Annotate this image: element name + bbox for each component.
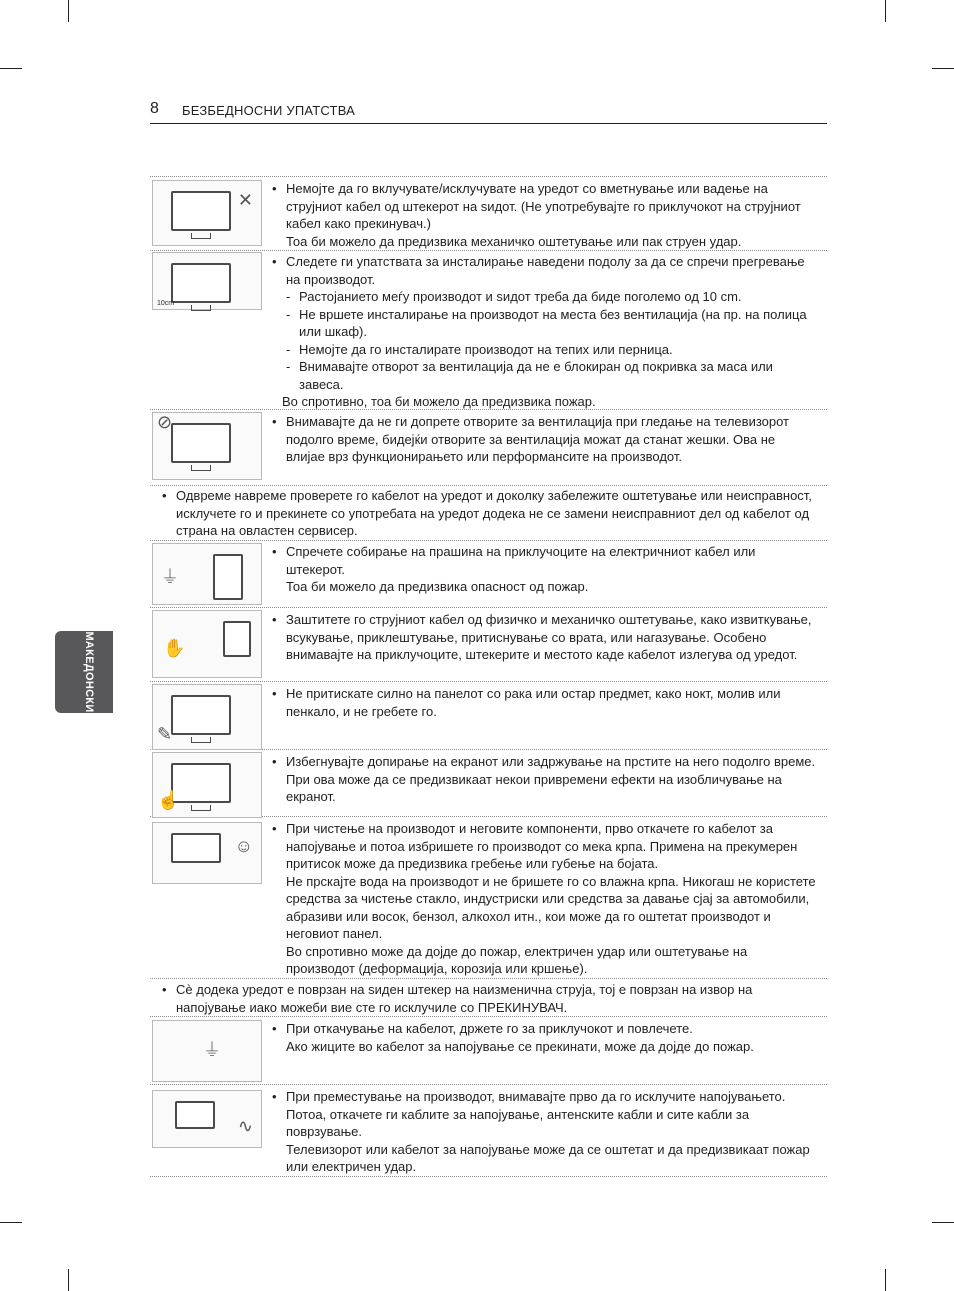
safety-item [286, 611, 816, 664]
row-separator [150, 681, 827, 682]
row-separator [150, 250, 827, 251]
row-separator [150, 1176, 827, 1177]
hands-icon: ✋ [163, 638, 186, 658]
crop-mark [0, 68, 22, 69]
illustration-ventilation [152, 252, 262, 310]
safety-item [286, 1020, 816, 1055]
crop-mark [885, 0, 886, 22]
safety-item [286, 413, 816, 466]
person-icon: ☺ [234, 836, 253, 856]
finger-icon: ☝ [157, 790, 180, 810]
bullet-text: • При чистење на производот и неговите компоненти, прво откачете го кабелот за напојување и потоа избришете го производот со мека крпа. Примена на прекумерен притисок може да предизвика гребење или губење на бојата. [286, 820, 816, 873]
illustration-unplug-cable [152, 1020, 262, 1082]
page-header [150, 100, 827, 124]
consequence-text: Во спротивно може да дојде до пожар, електричен удар или оштетување на производот (деформација, корозија или кршење). [286, 943, 748, 976]
illustration-cleaning [152, 822, 262, 884]
bullet-text: • Внимавајте да не ги допрете отворите за вентилација при гледање на телевизорот подолго време, бидејќи отворите за вентилација можат да станат жешки. Ова не влијае врз функционирањето или перформансите на производот. [286, 413, 816, 466]
pen-icon: ✎ [157, 724, 173, 744]
bullet-text: • Спречете собирање на прашина на приклучоците на електричниот кабел или штекерот. [286, 543, 816, 578]
bullet-text: • Избегнувајте допирање на екранот или задржување на прстите на него подолго време. При ова може да се предизвикаат некои привремени ефекти на изобличување на екранот. [286, 753, 816, 806]
crop-mark [68, 0, 69, 22]
safety-item [286, 685, 816, 720]
bullet-text: • Не притискате силно на панелот со рака или остар предмет, како нокт, молив или пенкало, и не гребете го. [286, 685, 816, 720]
illustration-scratch-panel [152, 684, 262, 750]
row-separator [150, 607, 827, 608]
row-separator [150, 1016, 827, 1017]
illustration-moving-tv [152, 1090, 262, 1148]
crop-mark [932, 68, 954, 69]
row-separator [150, 1084, 827, 1085]
safety-item [286, 753, 816, 806]
row-separator [150, 540, 827, 541]
safety-item [282, 253, 816, 411]
language-tab-label: МАКЕДОНСКИ [83, 631, 95, 713]
dash-item: - Внимавајте отворот за вентилација да не е блокиран од покривка за маса или завеса. [286, 358, 816, 393]
language-tab [55, 631, 113, 713]
safety-item [286, 1088, 816, 1176]
bullet-text: • Следете ги упатствата за инсталирање наведени подолу за да се спречи прегревање на производот. [286, 253, 816, 288]
bullet-text: • Немојте да го вклучувате/исклучувате на уредот со вметнување или вадење на струјниот кабел од штекерот на ѕидот. (Не употребувајте го приклучокот на струјниот кабел како прекинувач.) [286, 180, 816, 233]
plug-icon: ⏚ [203, 1040, 221, 1060]
consequence-text: Ако жиците во кабелот за напојување се прекинати, може да дојде до пожар. [286, 1038, 754, 1054]
page-title: БЕЗБЕДНОСНИ УПАТСТВА [182, 103, 356, 118]
crop-mark [0, 1222, 22, 1223]
consequence-text: Во спротивно, тоа би можело да предизвика пожар. [282, 394, 596, 409]
crop-mark [885, 1269, 886, 1291]
consequence-text: Телевизорот или кабелот за напојување може да се оштетат и да предизвикаат пожар или електричен удар. [286, 1141, 810, 1174]
safety-item [286, 180, 816, 250]
page-number: 8 [150, 100, 159, 117]
consequence-text: Тоа би можело да предизвика опасност од пожар. [286, 579, 589, 594]
row-separator [150, 485, 827, 486]
dash-item: - Немојте да го инсталирате производот на тепих или перница. [286, 341, 816, 359]
plug-icon: ⏚ [161, 567, 179, 587]
illustration-touch-screen [152, 752, 262, 818]
illustration-cable-damage [152, 610, 262, 678]
distance-label: 10cm [157, 300, 175, 307]
bullet-text: • Сè додека уредот е поврзан на ѕиден штекер на наизменична струја, тој е поврзан на извор на напојување иако можеби вие сте го исклучиле со ПРЕКИНУВАЧ. [176, 981, 816, 1016]
safety-item [176, 981, 816, 1016]
consequence-text: Тоа би можело да предизвика механичко оштетување или пак струен удар. [286, 233, 742, 249]
row-separator [150, 978, 827, 979]
unplug-icon: ✕ [237, 190, 253, 210]
crop-mark [932, 1222, 954, 1223]
illustration-dusty-plug [152, 543, 262, 605]
prohibited-icon: ⊘ [157, 412, 173, 432]
bullet-text: • При преместување на производот, внимавајте прво да го исклучите напојувањето. Потоа, откачете ги каблите за напојување, антенските кабли и сите кабли за поврзување. [286, 1088, 816, 1141]
dash-item: - Не вршете инсталирање на производот на места без вентилација (на пр. на полица или шкаф). [286, 306, 816, 341]
bullet-text: • При откачување на кабелот, држете го за приклучокот и повлечете. [286, 1020, 816, 1038]
safety-item [176, 487, 816, 540]
consequence-text: Не прскајте вода на производот и не бришете го со влажна крпа. Никогаш не користете средства за чистење стакло, индустриски или средства за давање сјај за автомобили, абразиви или восок, бензол, алкохол итн., кои може да го оштетат производот и неговиот панел. [286, 873, 816, 941]
bullet-text: • Заштитете го струјниот кабел од физичко и механичко оштетување, како извиткување, всукување, приклештување, притиснување со врата, или нагазување. Особено внимавајте на приклучоците, штекерите и местото каде кабелот излегува од уредот. [286, 611, 816, 664]
row-separator [150, 176, 827, 177]
cables-icon: ∿ [237, 1116, 253, 1136]
dash-item: - Растојанието меѓу производот и ѕидот треба да биде поголемо од 10 cm. [286, 288, 816, 306]
safety-item [286, 543, 816, 596]
safety-item [286, 820, 816, 978]
illustration-plug-tv [152, 180, 262, 246]
crop-mark [68, 1269, 69, 1291]
bullet-text: • Одвреме навреме проверете го кабелот на уредот и доколку забележите оштетување или неисправност, исклучете го и прекинете со употребата на уредот додека не се замени неисправниот дел од кабелот од страна на овластен сервисер. [176, 487, 816, 540]
illustration-hot-vents [152, 412, 262, 480]
